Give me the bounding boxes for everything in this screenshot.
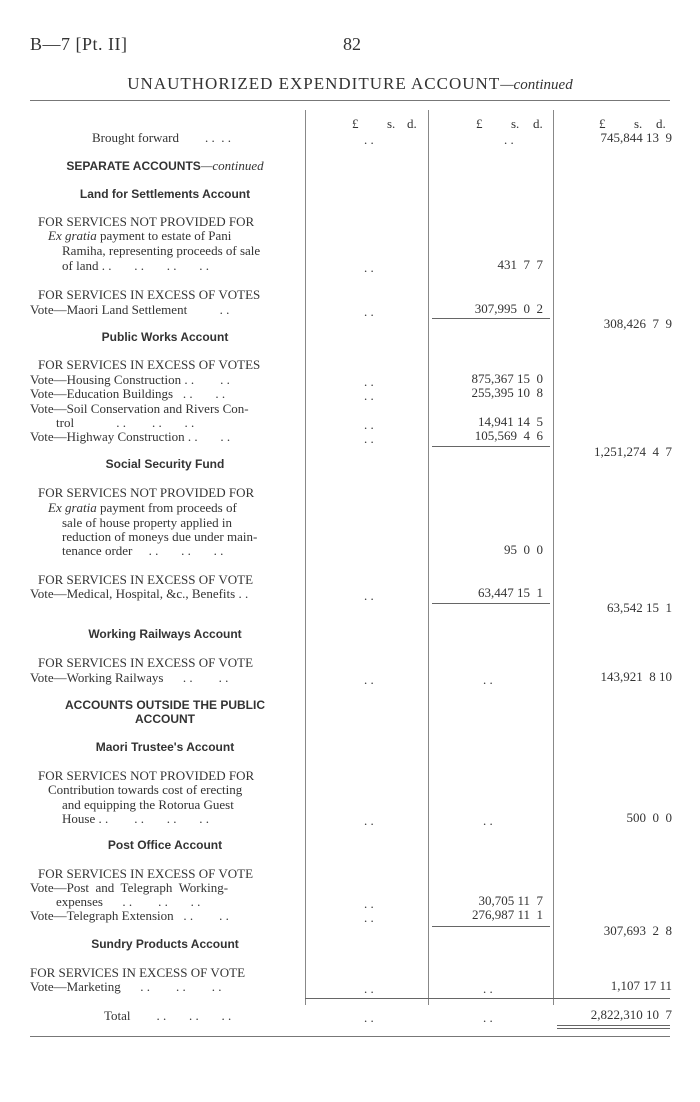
public-works-heading: Public Works Account bbox=[101, 330, 229, 344]
page-code: B—7 [Pt. II] bbox=[30, 34, 128, 54]
outside-accounts-heading-1: ACCOUNTS OUTSIDE THE PUBLIC bbox=[64, 698, 265, 712]
col1-pounds-header: £ bbox=[352, 116, 359, 131]
maori-trustee-total: 500 0 0 bbox=[626, 810, 672, 825]
pw-vote-4-col1-leader: . . bbox=[364, 431, 374, 446]
mt-col2-leader: . . bbox=[483, 813, 493, 828]
railways-heading: Working Railways Account bbox=[88, 627, 242, 641]
sundry-col1-leader: . . bbox=[364, 981, 374, 996]
land-not-provided: FOR SERVICES NOT PROVIDED FOR bbox=[38, 214, 255, 229]
outside-accounts-heading-2: ACCOUNT bbox=[135, 712, 195, 726]
col2-pounds-header: £ bbox=[476, 116, 483, 131]
po-line1: Vote—Post and Telegraph Working- bbox=[30, 880, 229, 895]
railways-vote: Vote—Working Railways . . . . bbox=[30, 670, 229, 685]
col2-pence-header: d. bbox=[533, 116, 543, 131]
public-works-total: 1,251,274 4 7 bbox=[594, 444, 672, 459]
ss-in-excess: FOR SERVICES IN EXCESS OF VOTE bbox=[38, 572, 254, 587]
sundry-col2-leader: . . bbox=[483, 981, 493, 996]
grand-total-double-rule-2 bbox=[557, 1028, 670, 1029]
pw-vote-1-col1-leader: . . bbox=[364, 374, 374, 389]
pw-subtotal-rule bbox=[432, 446, 550, 447]
land-line1: Ex gratia payment to estate of Pani bbox=[48, 228, 232, 243]
col1-shillings-header: s. bbox=[387, 116, 396, 131]
column-divider-3 bbox=[553, 110, 554, 1005]
mt-line2: and equipping the Rotorua Guest bbox=[62, 797, 234, 812]
grand-total-amount: 2,822,310 10 7 bbox=[590, 1007, 672, 1022]
railways-col2-leader: . . bbox=[483, 672, 493, 687]
social-security-heading: Social Security Fund bbox=[105, 457, 225, 471]
table-top-rule bbox=[30, 100, 670, 101]
po-amount1: 30,705 11 7 bbox=[478, 893, 543, 908]
pw-vote-1: Vote—Housing Construction . . . . bbox=[30, 372, 230, 387]
col1-leader: . . bbox=[364, 132, 374, 147]
page-title bbox=[0, 74, 700, 94]
ss-amount1: 95 0 0 bbox=[504, 542, 543, 557]
ss-subtotal-rule bbox=[432, 603, 550, 604]
po-in-excess: FOR SERVICES IN EXCESS OF VOTE bbox=[38, 866, 254, 881]
land-subtotal-rule bbox=[432, 318, 550, 319]
po-amount2: 276,987 11 1 bbox=[471, 907, 543, 922]
col3-pence-header: d. bbox=[656, 116, 666, 131]
pw-vote-3-col1-leader: . . bbox=[364, 417, 374, 432]
po-subtotal-rule bbox=[432, 926, 550, 927]
grand-total-double-rule-1 bbox=[557, 1025, 670, 1026]
post-office-total: 307,693 2 8 bbox=[603, 923, 672, 938]
sundry-in-excess: FOR SERVICES IN EXCESS OF VOTE bbox=[30, 965, 246, 980]
separate-accounts-heading: SEPARATE ACCOUNTS—continued bbox=[66, 158, 264, 173]
railways-in-excess: FOR SERVICES IN EXCESS OF VOTE bbox=[38, 655, 254, 670]
mt-line1: Contribution towards cost of erecting bbox=[48, 782, 243, 797]
grand-total-label: Total . . . . . . bbox=[104, 1008, 232, 1023]
po-line2-col1-leader: . . bbox=[364, 896, 374, 911]
total-top-rule bbox=[305, 998, 670, 999]
mt-col1-leader: . . bbox=[364, 813, 374, 828]
title-text: UNAUTHORIZED EXPENDITURE ACCOUNT bbox=[127, 74, 501, 93]
land-line2: Ramiha, representing proceeds of sale bbox=[62, 243, 261, 258]
land-vote: Vote—Maori Land Settlement . . bbox=[30, 302, 230, 317]
mt-not-provided: FOR SERVICES NOT PROVIDED FOR bbox=[38, 768, 255, 783]
ss-line1: Ex gratia payment from proceeds of bbox=[48, 500, 237, 515]
pw-vote-4: Vote—Highway Construction . . . . bbox=[30, 429, 231, 444]
column-divider-2 bbox=[428, 110, 429, 1005]
pw-vote-3-amount: 14,941 14 5 bbox=[478, 414, 543, 429]
land-vote-col1-leader: . . bbox=[364, 304, 374, 319]
post-office-heading: Post Office Account bbox=[107, 838, 223, 852]
land-settlements-heading: Land for Settlements Account bbox=[79, 187, 251, 201]
land-line3: of land . . . . . . . . bbox=[62, 258, 209, 273]
col2-leader: . . bbox=[504, 132, 514, 147]
mt-line3: House . . . . . . . . bbox=[62, 811, 209, 826]
sundry-total: 1,107 17 11 bbox=[610, 978, 672, 993]
land-in-excess: FOR SERVICES IN EXCESS OF VOTES bbox=[38, 287, 261, 302]
page-number: 82 bbox=[343, 34, 361, 54]
title-suffix: —continued bbox=[500, 77, 573, 93]
ss-line3: reduction of moneys due under main- bbox=[62, 529, 258, 544]
ss-amount2: 63,447 15 1 bbox=[478, 585, 543, 600]
railways-total: 143,921 8 10 bbox=[600, 669, 672, 684]
col3-shillings-header: s. bbox=[634, 116, 643, 131]
social-security-total: 63,542 15 1 bbox=[607, 600, 672, 615]
ss-line2: sale of house property applied in bbox=[62, 515, 233, 530]
col1-pence-header: d. bbox=[407, 116, 417, 131]
brought-forward-label: Brought forward . . . . bbox=[92, 130, 232, 145]
ss-line4: tenance order . . . . . . bbox=[62, 543, 224, 558]
land-amount1: 431 7 7 bbox=[497, 257, 543, 272]
pw-vote-1-amount: 875,367 15 0 bbox=[471, 371, 543, 386]
pw-vote-2-col1-leader: . . bbox=[364, 388, 374, 403]
land-col1-leader: . . bbox=[364, 260, 374, 275]
col3-pounds-header: £ bbox=[599, 116, 606, 131]
pw-vote-2-amount: 255,395 10 8 bbox=[471, 385, 543, 400]
land-total: 308,426 7 9 bbox=[603, 316, 672, 331]
po-line3: Vote—Telegraph Extension . . . . bbox=[30, 908, 229, 923]
ss-not-provided: FOR SERVICES NOT PROVIDED FOR bbox=[38, 485, 255, 500]
col2-shillings-header: s. bbox=[511, 116, 520, 131]
land-amount2: 307,995 0 2 bbox=[474, 301, 543, 316]
pw-vote-2: Vote—Education Buildings . . . . bbox=[30, 386, 226, 401]
ss-vote: Vote—Medical, Hospital, &c., Benefits . . bbox=[30, 586, 249, 601]
total-col2-leader: . . bbox=[483, 1010, 493, 1025]
po-line3-col1-leader: . . bbox=[364, 910, 374, 925]
table-bottom-rule bbox=[30, 1036, 670, 1037]
pw-vote-4-amount: 105,569 4 6 bbox=[474, 428, 543, 443]
public-works-in-excess: FOR SERVICES IN EXCESS OF VOTES bbox=[38, 357, 261, 372]
railways-col1-leader: . . bbox=[364, 672, 374, 687]
maori-trustee-heading: Maori Trustee's Account bbox=[95, 740, 235, 754]
po-line2: expenses . . . . . . bbox=[30, 894, 201, 909]
ss-vote-col1-leader: . . bbox=[364, 588, 374, 603]
sundry-vote: Vote—Marketing . . . . . . bbox=[30, 979, 222, 994]
pw-vote-3-cont: trol . . . . . . bbox=[30, 415, 195, 430]
brought-forward-total: 745,844 13 9 bbox=[600, 130, 672, 145]
pw-vote-3: Vote—Soil Conservation and Rivers Con- bbox=[30, 401, 249, 416]
column-divider-1 bbox=[305, 110, 306, 1005]
total-col1-leader: . . bbox=[364, 1010, 374, 1025]
sundry-products-heading: Sundry Products Account bbox=[91, 937, 239, 951]
